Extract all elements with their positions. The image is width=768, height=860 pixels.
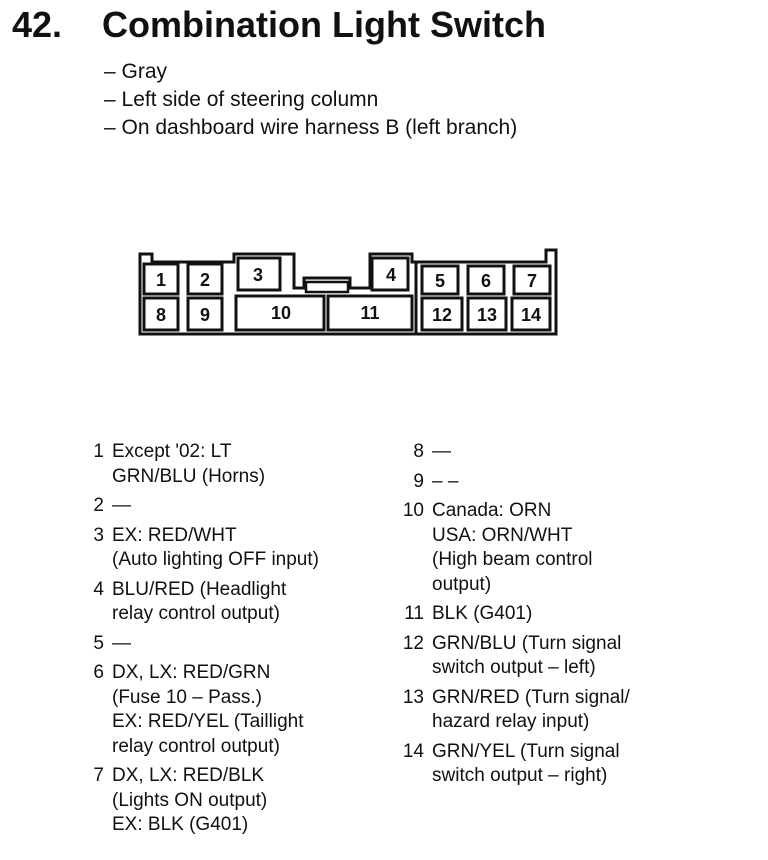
pin-description-line: switch output – right) (432, 765, 608, 786)
pin-description-line: relay control output) (112, 603, 280, 624)
spec-color: – Gray (104, 60, 168, 83)
connector-face-diagram (0, 0, 768, 360)
cavity-label-3: 3 (252, 265, 264, 285)
pin-entry-13 (392, 686, 752, 735)
pin-description-line: BLU/RED (Headlight (112, 578, 287, 600)
pin-description-line: EX: RED/YEL (Taillight (112, 711, 304, 732)
pin-number: 1 (93, 441, 104, 462)
pin-description-line: switch output – left) (432, 657, 596, 678)
pin-number: 8 (413, 441, 424, 462)
pin-description-line: — (112, 632, 131, 654)
cavity-label-10: 10 (270, 303, 292, 323)
pin-description-line: EX: BLK (G401) (112, 814, 249, 835)
cavity-label-6: 6 (480, 271, 492, 291)
connector-latch (306, 282, 348, 292)
pin-number: 7 (93, 765, 104, 786)
cavity-label-4: 4 (385, 265, 397, 285)
pin-description-line: – – (432, 470, 459, 492)
cavity-label-7: 7 (526, 271, 538, 291)
pin-description-line: GRN/BLU (Turn signal (432, 632, 622, 654)
pin-description-line: relay control output) (112, 735, 280, 757)
pin-number: 10 (402, 500, 424, 521)
pin-entry-7 (72, 764, 392, 838)
pin-entry-1 (72, 440, 392, 489)
pin-list-right (392, 440, 752, 794)
pin-description-line: Except '02: LT (112, 441, 232, 462)
section-number: 42. (12, 4, 63, 45)
cavity-label-13: 13 (476, 305, 498, 325)
pin-number: 2 (93, 495, 104, 516)
cavity-label-12: 12 (431, 305, 453, 325)
pin-description-line: (Auto lighting OFF input) (112, 549, 319, 570)
pin-description-line: output) (432, 573, 492, 595)
cavity-label-2: 2 (199, 270, 211, 290)
pin-number: 12 (402, 632, 424, 654)
pin-description-line: (High beam control (432, 549, 593, 570)
pin-description-line: hazard relay input) (432, 711, 590, 732)
pin-entry-4 (72, 578, 392, 627)
pin-entry-14 (392, 740, 752, 789)
pin-number: 3 (93, 524, 104, 546)
cavity-label-8: 8 (155, 305, 167, 325)
pin-description-line: — (432, 441, 451, 462)
pin-description-line: (Lights ON output) (112, 789, 268, 811)
pin-entry-2 (72, 494, 392, 519)
cavity-label-1: 1 (155, 270, 167, 290)
pin-entry-5 (72, 632, 392, 657)
pin-number: 9 (413, 470, 424, 492)
pin-description-line: GRN/RED (Turn signal/ (432, 686, 630, 708)
pin-entry-10 (392, 499, 752, 597)
pin-description-line: BLK (G401) (432, 603, 533, 624)
page-title: Combination Light Switch (102, 4, 546, 45)
pin-description-line: EX: RED/WHT (112, 524, 237, 546)
pin-description-line: USA: ORN/WHT (432, 524, 573, 546)
pin-entry-8 (392, 440, 752, 465)
pin-description-line: — (112, 495, 131, 516)
pin-description-line: GRN/BLU (Horns) (112, 465, 266, 487)
cavity-label-11: 11 (360, 303, 380, 323)
pin-number: 5 (93, 632, 104, 654)
pin-number: 4 (93, 578, 104, 600)
pin-description-line: (Fuse 10 – Pass.) (112, 686, 262, 708)
pin-description-line: DX, LX: RED/GRN (112, 662, 271, 683)
pin-number: 13 (402, 686, 424, 708)
pin-entry-12 (392, 632, 752, 681)
pin-entry-11 (392, 602, 752, 627)
spec-location: – Left side of steering column (104, 88, 379, 111)
pin-entry-6 (72, 661, 392, 759)
cavity-label-14: 14 (520, 305, 542, 325)
pin-description-line: GRN/YEL (Turn signal (432, 740, 620, 762)
spec-harness: – On dashboard wire harness B (left branch) (104, 116, 518, 139)
cavity-label-5: 5 (434, 271, 446, 291)
pin-number: 14 (402, 740, 424, 762)
pin-number: 11 (404, 603, 424, 624)
pin-description-line: DX, LX: RED/BLK (112, 765, 265, 786)
pin-number: 6 (93, 662, 104, 683)
pin-description-line: Canada: ORN (432, 500, 552, 521)
pin-list-left (72, 440, 392, 843)
cavity-label-9: 9 (199, 305, 211, 325)
pin-entry-9 (392, 470, 752, 495)
pin-entry-3 (72, 524, 392, 573)
